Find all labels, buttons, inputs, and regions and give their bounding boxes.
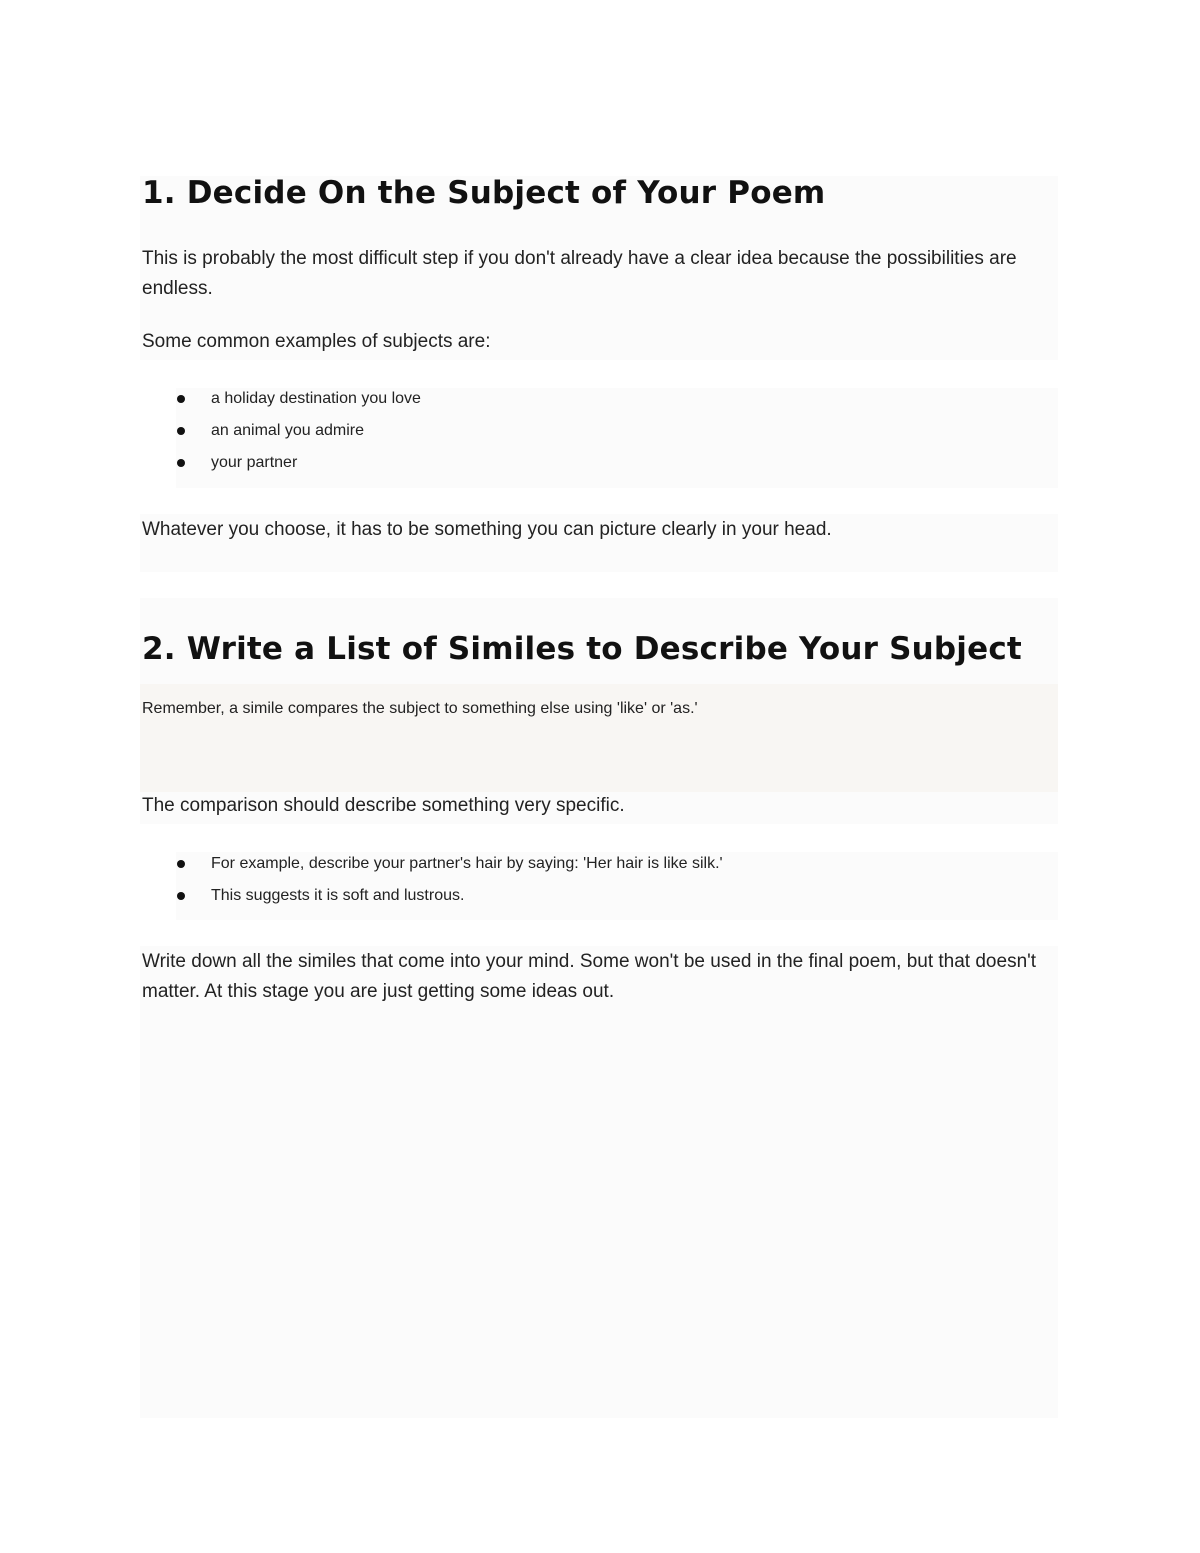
list-item: This suggests it is soft and lustrous. (176, 884, 1046, 916)
section-heading-1: 1. Decide On the Subject of Your Poem (142, 175, 826, 211)
list-item: For example, describe your partner's hair by saying: 'Her hair is like silk.' (176, 852, 1046, 884)
simile-note: Remember, a simile compares the subject to something else using 'like' or 'as.' (142, 700, 698, 717)
list-item: your partner (176, 451, 1046, 483)
section2-closing-background (140, 946, 1058, 1418)
section1-intro: This is probably the most difficult step if you don't already have a clear idea because the possibilities are endless. (142, 248, 1017, 299)
list-item: a holiday destination you love (176, 387, 1046, 419)
section2-intro: The comparison should describe something very specific. (142, 795, 625, 816)
section2-bullet-list (176, 852, 1046, 916)
section-heading-2: 2. Write a List of Similes to Describe Your Subject (142, 631, 1022, 667)
section1-closing: Whatever you choose, it has to be something you can picture clearly in your head. (142, 519, 832, 540)
bullet-icon (177, 892, 185, 900)
list-item: an animal you admire (176, 419, 1046, 451)
section2-closing: Write down all the similes that come into your mind. Some won't be used in the final poem, but that doesn't matter. At this stage you are just getting some ideas out. (142, 951, 1037, 1002)
bullet-icon (177, 459, 185, 467)
bullet-icon (177, 860, 185, 868)
bullet-icon (177, 395, 185, 403)
bullet-icon (177, 427, 185, 435)
section1-bullet-list (176, 387, 1046, 483)
section1-list-lead: Some common examples of subjects are: (142, 331, 491, 352)
